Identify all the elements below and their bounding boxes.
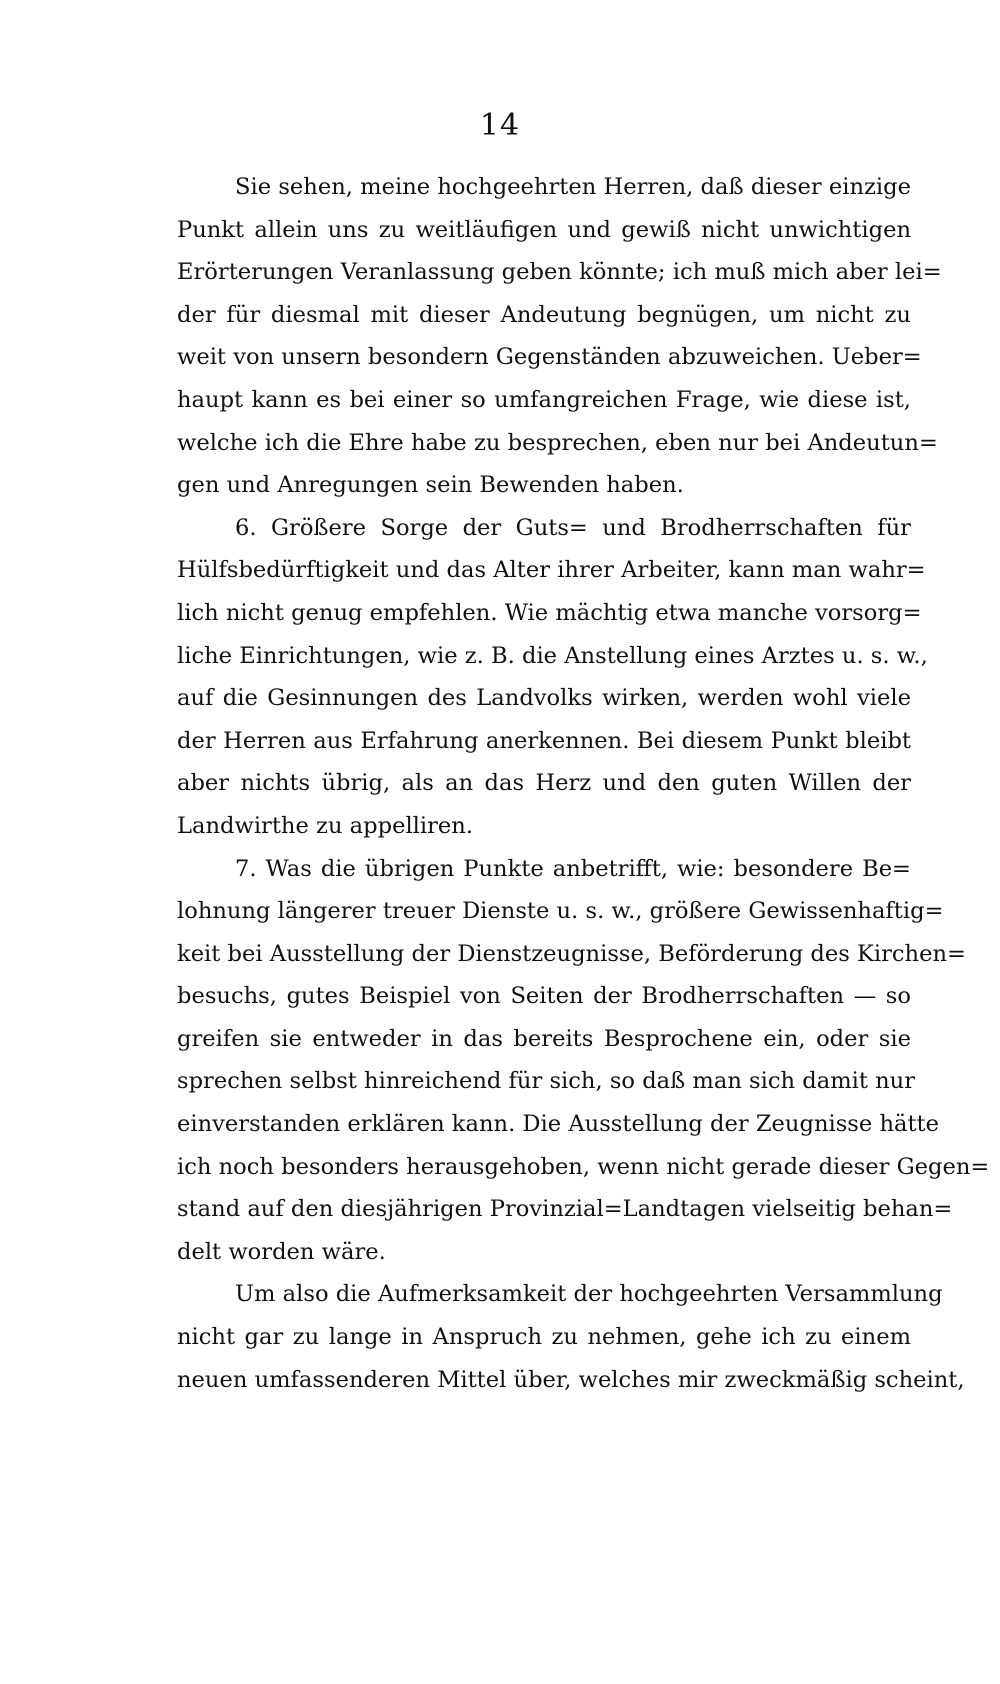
text-line: besuchs, gutes Beispiel von Seiten der Brodherrschaften — so <box>177 983 911 1010</box>
text-line: neuen umfassenderen Mittel über, welches mir zweckmäßig scheint, <box>177 1366 965 1393</box>
text-line: gen und Anregungen sein Bewenden haben. <box>177 472 684 499</box>
text-line: Sie sehen, meine hochgeehrten Herren, daß dieser einzige <box>235 174 911 200</box>
text-line: 6. Größere Sorge der Guts= und Brodherrschaften für <box>235 514 911 541</box>
text-line: Um also die Aufmerksamkeit der hochgeehrten Versammlung <box>235 1281 943 1308</box>
text-line: lich nicht genug empfehlen. Wie mächtig etwa manche vorsorg= <box>177 599 922 626</box>
text-line: stand auf den diesjährigen Provinzial=Landtagen vielseitig behan= <box>177 1196 953 1223</box>
text-line: ich noch besonders herausgehoben, wenn nicht gerade dieser Gegen= <box>177 1153 990 1180</box>
text-line: greifen sie entweder in das bereits Besprochene ein, oder sie <box>177 1025 911 1052</box>
text-line: nicht gar zu lange in Anspruch zu nehmen, gehe ich zu einem <box>177 1324 911 1351</box>
text-line: Hülfsbedürftigkeit und das Alter ihrer Arbeiter, kann man wahr= <box>177 557 926 584</box>
text-line: Punkt allein uns zu weitläufigen und gewiß nicht unwichtigen <box>177 216 911 243</box>
body-text <box>177 166 990 1401</box>
text-line: sprechen selbst hinreichend für sich, so daß man sich damit nur <box>177 1068 916 1095</box>
text-line: liche Einrichtungen, wie z. B. die Anstellung eines Arztes u. s. w., <box>177 642 928 669</box>
text-line: Landwirthe zu appelliren. <box>177 812 474 839</box>
text-line: Erörterungen Veranlassung geben könnte; ich muß mich aber lei= <box>177 259 942 286</box>
text-line: keit bei Ausstellung der Dienstzeugnisse, Beförderung des Kirchen= <box>177 940 966 967</box>
text-line: aber nichts übrig, als an das Herz und den guten Willen der <box>177 770 911 797</box>
text-line: weit von unsern besondern Gegenständen abzuweichen. Ueber= <box>177 344 922 371</box>
text-line: einverstanden erklären kann. Die Ausstellung der Zeugnisse hätte <box>177 1111 940 1138</box>
page-number: 14 <box>479 108 521 143</box>
text-line: delt worden wäre. <box>177 1238 386 1265</box>
text-line: welche ich die Ehre habe zu besprechen, eben nur bei Andeutun= <box>177 429 938 456</box>
text-line: der für diesmal mit dieser Andeutung begnügen, um nicht zu <box>177 301 911 328</box>
text-line: auf die Gesinnungen des Landvolks wirken, werden wohl viele <box>177 685 911 712</box>
text-line: lohnung längerer treuer Dienste u. s. w., größere Gewissenhaftig= <box>177 898 944 925</box>
text-line: der Herren aus Erfahrung anerkennen. Bei diesem Punkt bleibt <box>177 727 911 754</box>
text-line: 7. Was die übrigen Punkte anbetrifft, wie: besondere Be= <box>235 855 911 882</box>
text-line: haupt kann es bei einer so umfangreichen Frage, wie diese ist, <box>177 386 911 413</box>
